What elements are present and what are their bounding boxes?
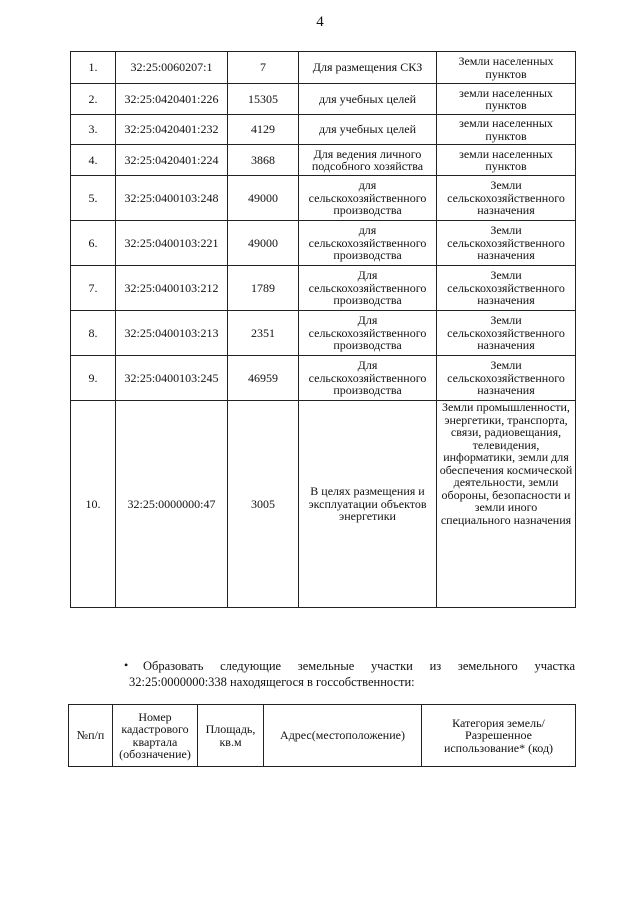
word: следующие <box>220 659 282 673</box>
paragraph-line-2: 32:25:0000000:338 находящегося в госсобственности: <box>129 675 415 689</box>
column-header-category: Категория земель/ Разрешенное использование* (код) <box>422 705 576 767</box>
bullet-marker: • <box>124 658 129 672</box>
word: Образовать <box>143 659 204 673</box>
permitted-use: Для сельскохозяйственного производства <box>299 266 437 311</box>
row-number: 4. <box>71 145 116 176</box>
land-category: Земли сельскохозяйственного назначения <box>437 356 576 401</box>
cadastral-number: 32:25:0400103:212 <box>116 266 228 311</box>
area-value: 3868 <box>228 145 299 176</box>
table-row <box>71 84 576 115</box>
area-value: 4129 <box>228 115 299 145</box>
table-row <box>71 266 576 311</box>
land-category: земли населенных пунктов <box>437 84 576 115</box>
cadastral-number: 32:25:0000000:47 <box>116 401 228 608</box>
table-row <box>71 145 576 176</box>
word: земельного <box>457 659 518 673</box>
row-number: 7. <box>71 266 116 311</box>
row-number: 9. <box>71 356 116 401</box>
cadastral-number: 32:25:0400103:245 <box>116 356 228 401</box>
permitted-use: Для ведения личного подсобного хозяйства <box>299 145 437 176</box>
column-header-area: Площадь, кв.м <box>198 705 264 767</box>
table-header-row <box>69 705 576 767</box>
area-value: 15305 <box>228 84 299 115</box>
column-header-cadastral: Номер кадастрового квартала (обозначение) <box>113 705 198 767</box>
row-number: 1. <box>71 52 116 84</box>
permitted-use: Для сельскохозяйственного производства <box>299 356 437 401</box>
paragraph-line-1 <box>129 658 575 674</box>
land-category: Земли населенных пунктов <box>437 52 576 84</box>
row-number: 10. <box>71 401 116 608</box>
land-category: Земли сельскохозяйственного назначения <box>437 176 576 221</box>
area-value: 3005 <box>228 401 299 608</box>
table-row <box>71 52 576 84</box>
table-row <box>71 311 576 356</box>
row-number: 6. <box>71 221 116 266</box>
table-row <box>71 356 576 401</box>
land-category: Земли сельскохозяйственного назначения <box>437 221 576 266</box>
page-number: 4 <box>316 14 324 30</box>
word: из <box>429 659 442 673</box>
permitted-use: для учебных целей <box>299 115 437 145</box>
permitted-use: для учебных целей <box>299 84 437 115</box>
table-row <box>71 401 576 608</box>
table-row <box>71 176 576 221</box>
permitted-use: Для размещения СКЗ <box>299 52 437 84</box>
cadastral-number: 32:25:0420401:232 <box>116 115 228 145</box>
area-value: 7 <box>228 52 299 84</box>
permitted-use: для сельскохозяйственного производства <box>299 221 437 266</box>
column-header-number: №п/п <box>69 705 113 767</box>
word: земельные <box>297 659 355 673</box>
row-number: 2. <box>71 84 116 115</box>
land-category: Земли сельскохозяйственного назначения <box>437 266 576 311</box>
land-plots-table <box>70 51 576 608</box>
cadastral-number: 32:25:0060207:1 <box>116 52 228 84</box>
table-row <box>71 221 576 266</box>
cadastral-number: 32:25:0400103:213 <box>116 311 228 356</box>
land-category: земли населенных пунктов <box>437 145 576 176</box>
row-number: 3. <box>71 115 116 145</box>
cadastral-number: 32:25:0400103:248 <box>116 176 228 221</box>
area-value: 2351 <box>228 311 299 356</box>
instruction-paragraph <box>129 658 575 690</box>
row-number: 5. <box>71 176 116 221</box>
cadastral-number: 32:25:0400103:221 <box>116 221 228 266</box>
land-category: Земли промышленности, энергетики, транспорта, связи, радиовещания, телевидения, информатики, земли для обеспечения космической деятельности, земли обороны, безопасности и земли иного специального назначения <box>437 401 576 608</box>
permitted-use: Для сельскохозяйственного производства <box>299 311 437 356</box>
permitted-use: В целях размещения и эксплуатации объектов энергетики <box>299 401 437 608</box>
land-category: Земли сельскохозяйственного назначения <box>437 311 576 356</box>
table-row <box>71 115 576 145</box>
area-value: 1789 <box>228 266 299 311</box>
land-category: земли населенных пунктов <box>437 115 576 145</box>
area-value: 49000 <box>228 221 299 266</box>
word: участки <box>371 659 413 673</box>
row-number: 8. <box>71 311 116 356</box>
column-header-address: Адрес(местоположение) <box>264 705 422 767</box>
permitted-use: для сельскохозяйственного производства <box>299 176 437 221</box>
new-plots-table <box>68 704 576 767</box>
cadastral-number: 32:25:0420401:226 <box>116 84 228 115</box>
area-value: 49000 <box>228 176 299 221</box>
cadastral-number: 32:25:0420401:224 <box>116 145 228 176</box>
word: участка <box>534 659 575 673</box>
area-value: 46959 <box>228 356 299 401</box>
